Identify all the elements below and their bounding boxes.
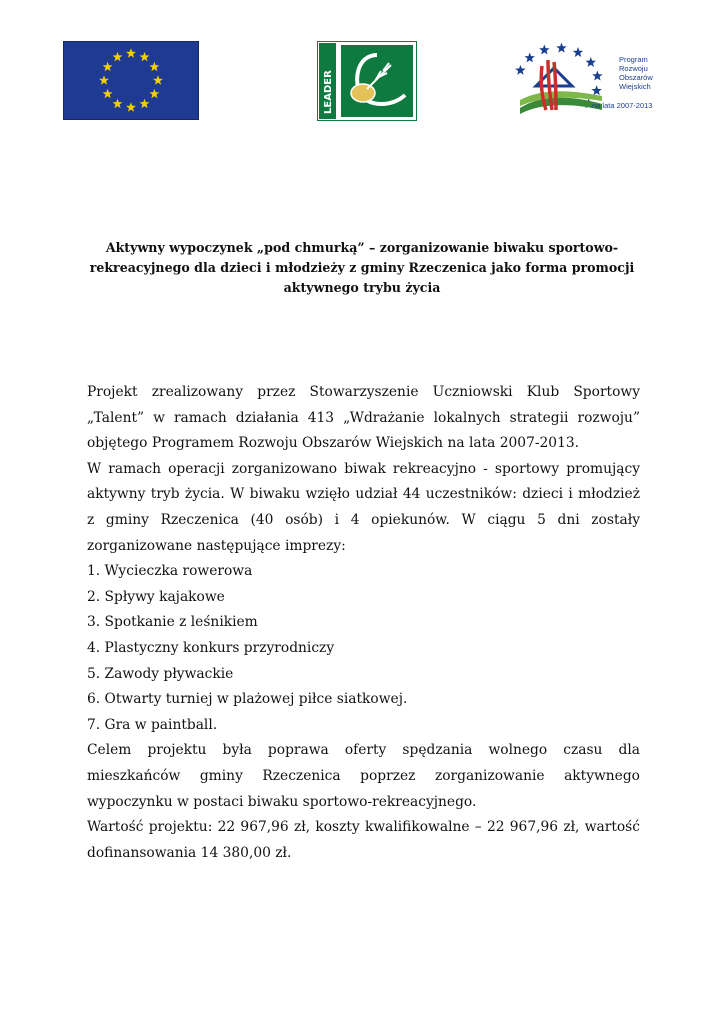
- list-item: 6. Otwarty turniej w plażowej piłce siatkowej.: [87, 691, 408, 708]
- leader-logo-text: LEADER: [323, 70, 334, 114]
- paragraph-project-info: Projekt zrealizowany przez Stowarzyszenie Uczniowski Klub Sportowy „Talent” w ramach działania 413 „Wdrażanie lokalnych strategii rozwoju” objętego Programem Rozwoju Obszarów Wiejskich na lata 2007-2013.: [87, 384, 640, 452]
- list-item: 3. Spotkanie z leśnikiem: [87, 614, 258, 631]
- events-list: [87, 559, 640, 738]
- list-item: 5. Zawody pływackie: [87, 665, 234, 682]
- eu-flag-logo: [63, 41, 199, 120]
- eu-flag-icon: [63, 41, 199, 120]
- list-item: 2. Spływy kajakowe: [87, 588, 225, 605]
- prow-star-icon: [573, 47, 583, 57]
- prow-star-icon: [591, 85, 601, 95]
- prow-text-line-2: Rozwoju: [619, 64, 648, 73]
- prow-text-line-4: Wiejskich: [619, 82, 651, 91]
- list-item: 4. Plastyczny konkurs przyrodniczy: [87, 639, 335, 656]
- leader-logo: [317, 41, 417, 121]
- prow-logo-icon: [508, 38, 668, 120]
- paragraph-goal: Celem projektu była poprawa oferty spędzania wolnego czasu dla mieszkańców gminy Rzeczenica poprzez zorganizowanie aktywnego wypoczynku w postaci biwaku sportowo-rekreacyjnego.: [87, 742, 640, 810]
- prow-text-line-1: Program: [619, 55, 648, 64]
- prow-star-icon: [539, 45, 549, 55]
- prow-star-icon: [592, 71, 602, 81]
- prow-text-line-3: Obszarów: [619, 73, 653, 82]
- document-body: [87, 380, 640, 866]
- prow-star-icon: [556, 43, 566, 53]
- paragraph-operation: W ramach operacji zorganizowano biwak rekreacyjno - sportowy promujący aktywny tryb życia. W biwaku wzięło udział 44 uczestników: dzieci i młodzież z gminy Rzeczenica (40 osób) i 4 opiekunów. W ciągu 5 dni zostały zorganizowane następujące imprezy:: [87, 460, 640, 554]
- prow-text-line-5: na lata 2007-2013: [592, 101, 653, 110]
- prow-logo: [508, 38, 668, 120]
- leader-logo-icon: [317, 41, 417, 121]
- prow-star-icon: [586, 57, 596, 67]
- list-item: 1. Wycieczka rowerowa: [87, 563, 253, 580]
- document-title: Aktywny wypoczynek „pod chmurką” – zorganizowanie biwaku sportowo-rekreacyjnego dla dzieci i młodzieży z gminy Rzeczenica jako forma promocji aktywnego trybu życia: [89, 240, 635, 295]
- prow-star-icon: [515, 65, 525, 75]
- list-item: 7. Gra w paintball.: [87, 716, 218, 733]
- paragraph-value: Wartość projektu: 22 967,96 zł, koszty kwalifikowalne – 22 967,96 zł, wartość dofinansowania 14 380,00 zł.: [87, 819, 640, 861]
- prow-star-icon: [524, 52, 534, 62]
